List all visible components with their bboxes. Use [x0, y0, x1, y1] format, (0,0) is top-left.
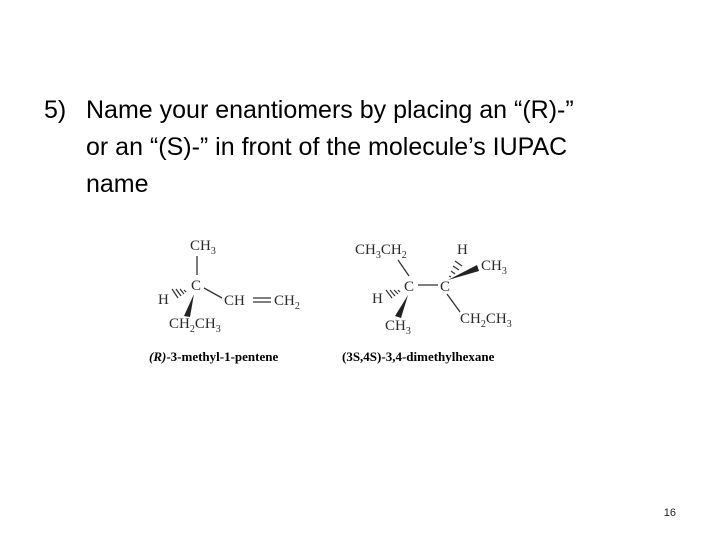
- slide-number: 16: [663, 507, 676, 519]
- question-line-1: Name your enantiomers by placing an “(R)-”: [86, 96, 574, 124]
- mol2-center-left: C: [404, 279, 415, 295]
- mol2-caption: [342, 349, 495, 364]
- question-number: 5): [44, 96, 67, 124]
- mol2-caption-prefix: (3S,4S): [342, 349, 382, 364]
- mol2-hashed-bond-left: [386, 290, 400, 298]
- mol2-caption-suffix: -3,4-dimethylhexane: [381, 349, 495, 364]
- mol2-top-h: H: [457, 242, 468, 258]
- mol1-right-group-a: CH: [224, 293, 245, 309]
- mol1-wedge-bond: [184, 294, 194, 317]
- mol2-bottom-right-group: $CH_2CH_3$: [460, 311, 512, 330]
- mol1-caption-prefix: (R): [149, 349, 167, 364]
- mol1-caption: [149, 349, 278, 364]
- mol2-wedge-bottom-left: [395, 295, 408, 318]
- mol2-bond-top-left: [398, 260, 409, 276]
- mol1-caption-suffix: -3-methyl-1-pentene: [166, 349, 279, 364]
- mol1-center-carbon: C: [191, 278, 202, 294]
- mol2-bond-bottom-right: [447, 294, 460, 312]
- mol1-top-group: $CH_3$: [190, 238, 216, 257]
- molecule-2: [342, 242, 512, 364]
- mol2-top-left-group: $CH_3CH_2$: [355, 242, 407, 261]
- molecule-1: [149, 238, 300, 364]
- mol1-h: H: [158, 292, 169, 308]
- mol1-right-group-b: $CH_2$: [274, 293, 300, 312]
- mol2-center-right: C: [440, 279, 451, 295]
- mol1-bottom-group: $CH_2CH_3$: [169, 316, 221, 335]
- question-line-2: or an “(S)-” in front of the molecule’s IUPAC: [86, 133, 568, 161]
- mol2-left-h: H: [372, 291, 383, 307]
- mol2-bottom-left-group: $CH_3$: [385, 318, 411, 337]
- mol1-hashed-bond: [172, 289, 186, 298]
- mol2-top-right-group: $CH_3$: [481, 258, 507, 277]
- mol1-bond-right: [204, 288, 222, 298]
- question-line-3: name: [86, 170, 149, 198]
